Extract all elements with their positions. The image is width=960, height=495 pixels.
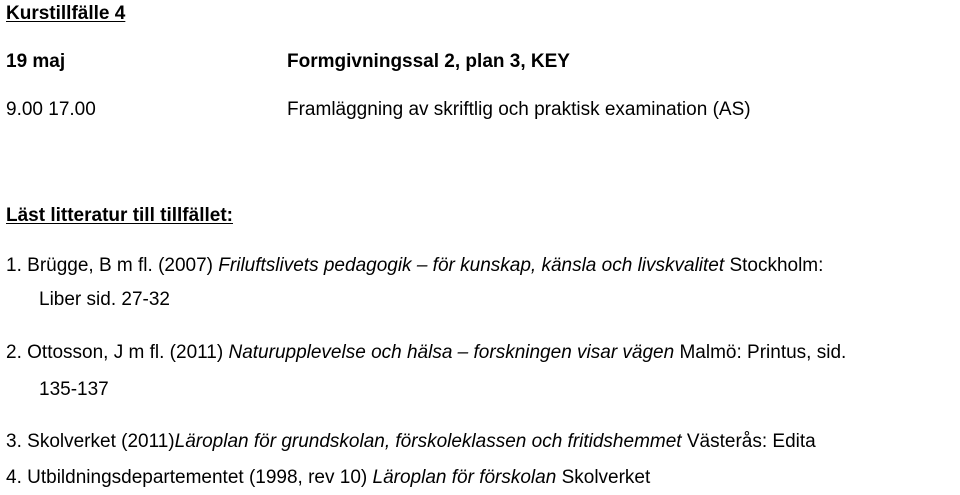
reference-2 (6, 342, 846, 364)
session-date: 19 maj (6, 51, 66, 72)
reference-2-continuation: 135-137 (39, 379, 109, 400)
literature-heading: Läst litteratur till tillfället: (6, 205, 233, 226)
reference-title: Läroplan för grundskolan, förskoleklassen och fritidshemmet (174, 431, 682, 452)
reference-title: Friluftslivets pedagogik – för kunskap, känsla och livskvalitet (218, 255, 725, 276)
reference-publisher: Västerås: Edita (686, 431, 816, 452)
reference-title: Naturupplevelse och hälsa – forskningen visar vägen (228, 342, 675, 363)
reference-authors: Brügge, B m fl. (2007) (27, 255, 214, 276)
session-activity: Framläggning av skriftlig och praktisk examination (AS) (287, 99, 751, 120)
reference-publisher: Stockholm: (729, 255, 824, 276)
reference-title: Läroplan för förskolan (372, 467, 557, 488)
reference-authors: Ottosson, J m fl. (2011) (27, 342, 224, 363)
course-title: Kurstillfälle 4 (6, 3, 126, 24)
reference-authors: Utbildningsdepartementet (1998, rev 10) (27, 467, 368, 488)
reference-number: 3. (6, 431, 22, 452)
reference-3 (6, 431, 816, 453)
reference-number: 2. (6, 342, 22, 363)
reference-number: 1. (6, 255, 22, 276)
reference-4 (6, 467, 650, 489)
reference-publisher: Skolverket (561, 467, 651, 488)
reference-1-continuation: Liber sid. 27-32 (39, 289, 170, 310)
session-time: 9.00 17.00 (6, 99, 96, 120)
reference-1 (6, 255, 823, 277)
reference-number: 4. (6, 467, 22, 488)
reference-authors: Skolverket (2011) (27, 431, 175, 452)
reference-publisher: Malmö: Printus, sid. (679, 342, 847, 363)
session-location: Formgivningssal 2, plan 3, KEY (287, 51, 570, 72)
